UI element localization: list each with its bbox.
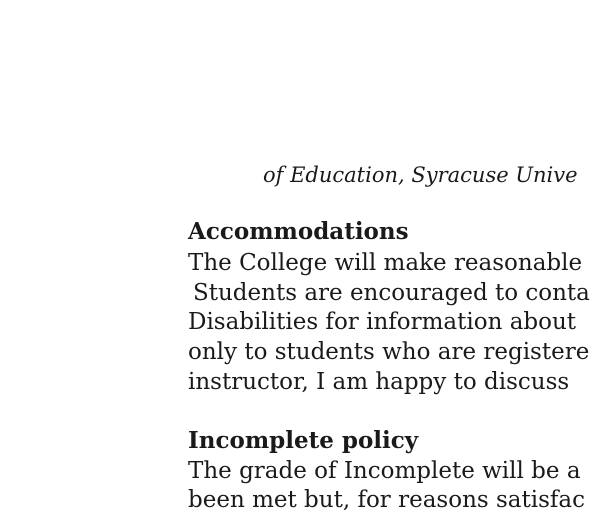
incomplete-policy-heading: Incomplete policy	[188, 427, 419, 454]
accommodations-line-4: only to students who are registere	[188, 339, 590, 365]
incomplete-policy-line-1: The grade of Incomplete will be a	[188, 458, 581, 484]
accommodations-heading: Accommodations	[188, 218, 409, 245]
accommodations-line-2: Students are encouraged to conta	[193, 280, 590, 306]
affiliation-text: of Education, Syracuse Unive	[263, 163, 578, 187]
accommodations-line-1: The College will make reasonable	[188, 250, 583, 276]
accommodations-line-3: Disabilities for information about	[188, 309, 577, 335]
incomplete-policy-line-2: been met but, for reasons satisfac	[188, 487, 586, 513]
accommodations-line-5: instructor, I am happy to discuss	[188, 369, 570, 395]
